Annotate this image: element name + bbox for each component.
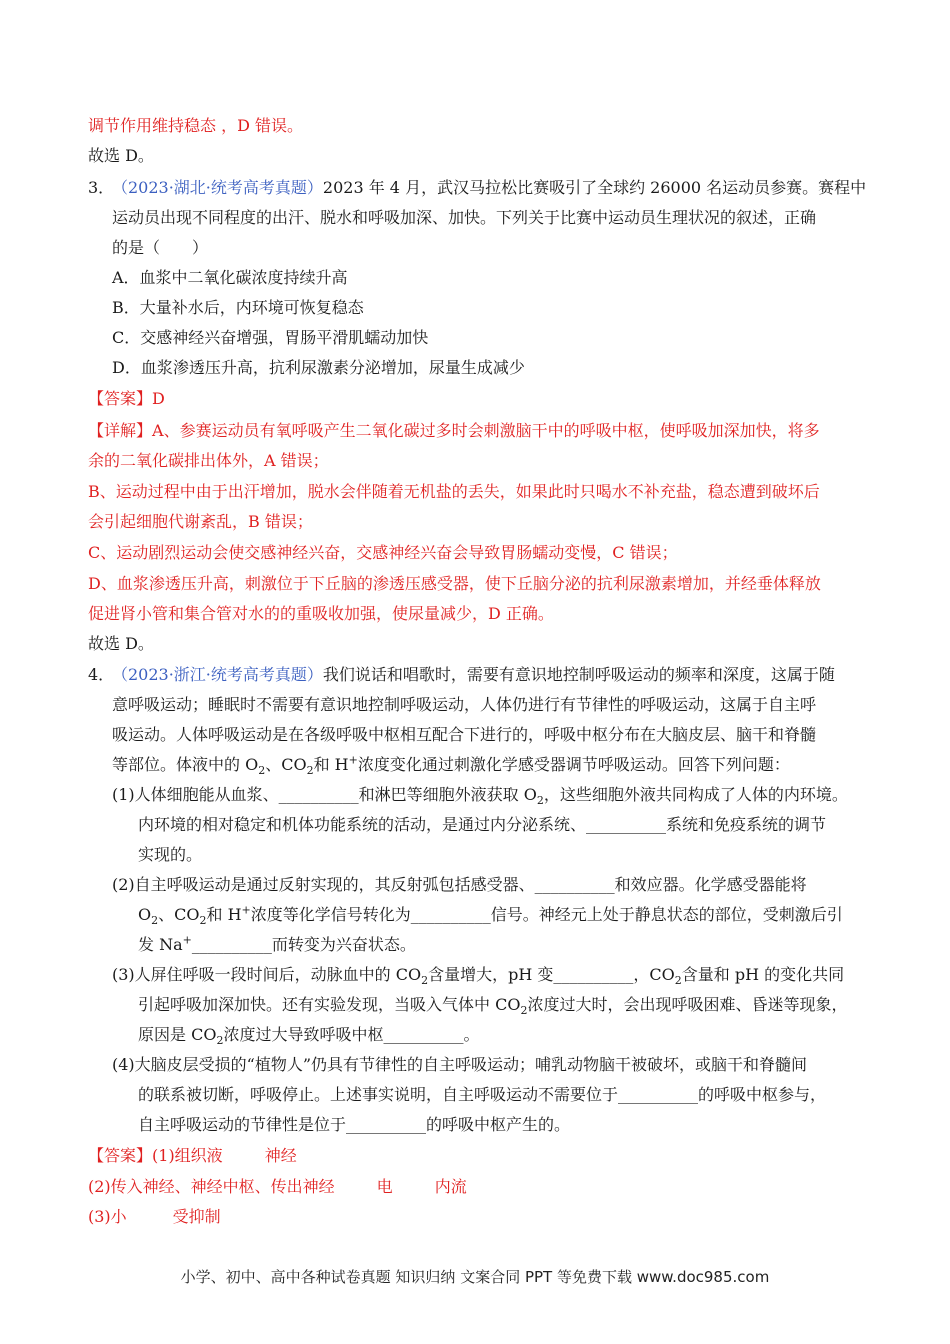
option-a: A．血浆中二氧化碳浓度持续升高: [112, 268, 348, 287]
option-b: B．大量补水后，内环境可恢复稳态: [112, 298, 364, 317]
detail-line: C、运动剧烈运动会使交感神经兴奋，交感神经兴奋会导致胃肠蠕动变慢，C 错误；: [88, 543, 678, 562]
sub-question-1-line: 实现的。: [138, 845, 203, 864]
sub-question-4-line: 自主呼吸运动的节律性是位于__________的呼吸中枢产生的。: [138, 1115, 571, 1134]
conclusion: 故选 D。: [88, 634, 154, 653]
detail-line: 余的二氧化碳排出体外，A 错误；: [88, 451, 329, 470]
detail-line: B、运动过程中由于出汗增加，脱水会伴随着无机盐的丢失，如果此时只喝水不补充盐，稳态遭到破坏后: [88, 482, 820, 501]
answer-line-3: (3)小 受抑制: [88, 1207, 221, 1226]
question-source: （2023·浙江·统考高考真题）: [112, 665, 323, 684]
detail-label: 【详解】: [88, 421, 153, 440]
detail-line: 促进肾小管和集合管对水的的重吸收加强，使尿量减少，D 正确。: [88, 604, 554, 623]
sub-question-2-line: $O_2$、$CO_2$和 H+浓度等化学信号转化为__________信号。神经元上处于静息状态的部位，受刺激后引: [138, 903, 843, 928]
sub-question-4-line: 的联系被切断，呼吸停止。上述事实说明，自主呼吸运动不需要位于__________的呼吸中枢参与，: [138, 1085, 827, 1104]
answer-line-1: 【答案】(1)组织液 神经: [88, 1146, 297, 1165]
question-stem-line: 吸运动。人体呼吸运动是在各级呼吸中枢相互配合下进行的，呼吸中枢分布在大脑皮层、脑干和脊髓: [112, 725, 817, 744]
detail-line: [88, 420, 820, 442]
sub-question-3-line: 引起呼吸加深加快。还有实验发现，当吸入气体中 $CO_2$浓度过大时，会出现呼吸困难、昏迷等现象，: [138, 995, 848, 1018]
prev-detail-line: 调节作用维持稳态 ，D 错误。: [88, 116, 304, 135]
prev-conclusion: 故选 D。: [88, 146, 154, 165]
option-d: D．血浆渗透压升高，抗利尿激素分泌增加，尿量生成减少: [112, 358, 525, 377]
answer: 【答案】D: [88, 389, 165, 408]
question-stem-line: 等部位。体液中的 $O_2$、$CO_2$和 H+浓度变化通过刺激化学感受器调节呼吸运动。回答下列问题：: [112, 753, 790, 778]
question-stem-line: 运动员出现不同程度的出汗、脱水和呼吸加深、加快。下列关于比赛中运动员生理状况的叙述，正确: [112, 208, 817, 227]
sub-question-2: (2)自主呼吸运动是通过反射实现的，其反射弧包括感受器、__________和效应器。化学感受器能将: [112, 875, 807, 894]
detail-line: D、血浆渗透压升高，刺激位于下丘脑的渗透压感受器，使下丘脑分泌的抗利尿激素增加，并经垂体释放: [88, 574, 821, 593]
question-stem: [112, 177, 866, 199]
stem-text: 我们说话和唱歌时，需要有意识地控制呼吸运动的频率和深度，这属于随: [322, 665, 835, 684]
option-c: C．交感神经兴奋增强，胃肠平滑肌蠕动加快: [112, 328, 429, 347]
sub-question-1-line: 内环境的相对稳定和机体功能系统的活动，是通过内分泌系统、__________系统和免疫系统的调节: [138, 815, 827, 834]
sub-question-4: (4)大脑皮层受损的“植物人”仍具有节律性的自主呼吸运动；哺乳动物脑干被破坏，或脑干和脊髓间: [112, 1055, 808, 1074]
page-footer: 小学、初中、高中各种试卷真题 知识归纳 文案合同 PPT 等免费下载 www.doc985.com: [180, 1268, 770, 1286]
answer-line-2: (2)传入神经、神经中枢、传出神经 电 内流: [88, 1177, 467, 1196]
question-number: 4．: [88, 665, 115, 684]
detail-text: A、参赛运动员有氧呼吸产生二氧化碳过多时会刺激脑干中的呼吸中枢，使呼吸加深加快，将多: [152, 421, 820, 440]
sub-question-1: (1)人体细胞能从血浆、__________和淋巴等细胞外液获取 $O_2$，这些细胞外液共同构成了人体的内环境。: [112, 785, 848, 808]
question-stem-line: 的是（ ）: [112, 238, 209, 257]
detail-line: 会引起细胞代谢紊乱，B 错误；: [88, 512, 313, 531]
question-stem-line: 意呼吸运动；睡眠时不需要有意识地控制呼吸运动，人体仍进行有节律性的呼吸运动，这属于自主呼: [112, 695, 817, 714]
sub-question-3: (3)人屏住呼吸一段时间后，动脉血中的 $CO_2$含量增大，pH 变__________，$CO_2$含量和 pH 的变化共同: [112, 965, 845, 988]
sub-question-2-line: 发 Na+__________而转变为兴奋状态。: [138, 933, 416, 954]
question-stem: [112, 664, 835, 686]
sub-question-3-line: 原因是 $CO_2$浓度过大导致呼吸中枢__________。: [138, 1025, 480, 1048]
question-number: 3．: [88, 178, 115, 197]
question-source: （2023·湖北·统考高考真题）: [112, 178, 323, 197]
stem-text: 2023 年 4 月，武汉马拉松比赛吸引了全球约 26000 名运动员参赛。赛程中: [322, 178, 867, 197]
